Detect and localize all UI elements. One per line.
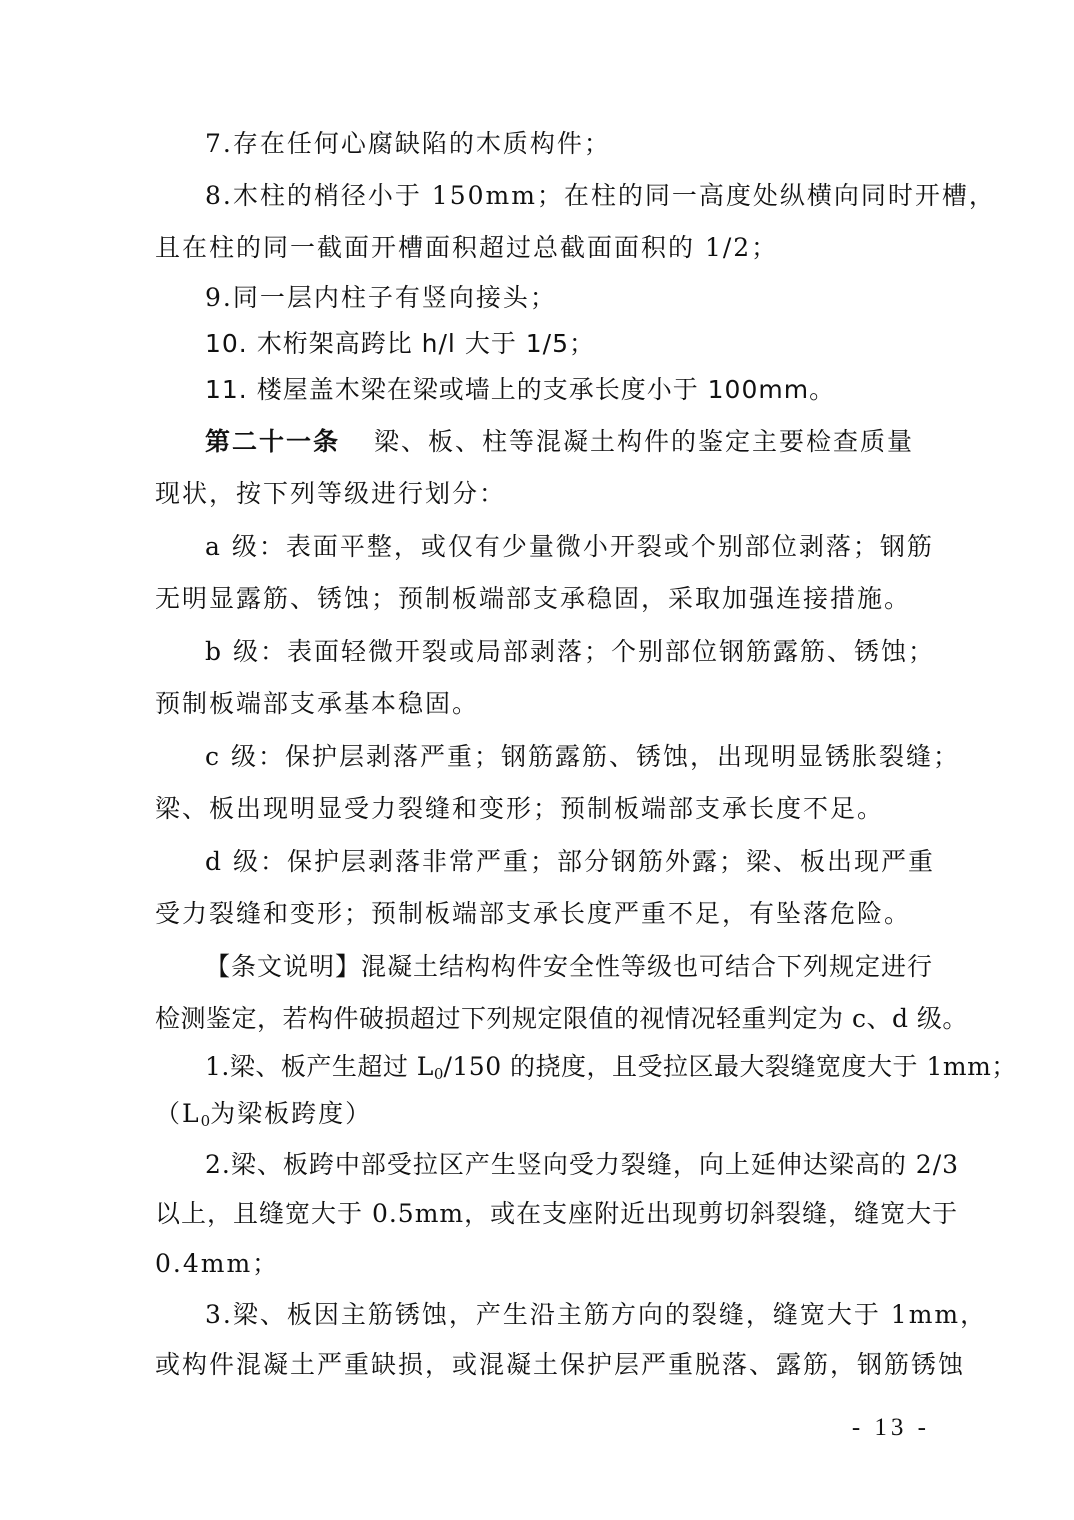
text-line: 现状，按下列等级进行划分： — [155, 479, 507, 508]
grade-line: b 级：表面轻微开裂或局部剥落；个别部位钢筋露筋、锈蚀； — [205, 637, 935, 666]
text-line: 且在柱的同一截面开槽面积超过总截面面积的 1/2； — [155, 233, 779, 262]
explanation-line: 检测鉴定，若构件破损超过下列规定限值的视情况轻重判定为 c、d 级。 — [155, 1004, 968, 1033]
grade-line: a 级：表面平整，或仅有少量微小开裂或个别部位剥落；钢筋 — [205, 532, 934, 561]
text-line: 10. 木桁架高跨比 h/l 大于 1/5； — [205, 329, 595, 358]
item-1-line: 1.梁、板产生超过 $L_0/150$ 的挠度，且受拉区最大裂缝宽度大于 1mm； — [205, 1052, 1017, 1083]
text-line: 8.木柱的梢径小于 150mm；在柱的同一高度处纵横向同时开槽， — [205, 181, 996, 210]
grade-line: 梁、板出现明显受力裂缝和变形；预制板端部支承长度不足。 — [155, 794, 885, 823]
item-2-line: 2.梁、板跨中部受拉区产生竖向受力裂缝，向上延伸达梁高的 2/3 — [205, 1150, 960, 1179]
article-number: 第二十一条 — [205, 427, 341, 456]
item-2-line: 0.4mm； — [155, 1249, 280, 1278]
grade-line: 无明显露筋、锈蚀；预制板端部支承稳固，采取加强连接措施。 — [155, 584, 912, 613]
grade-line: d 级：保护层剥落非常严重；部分钢筋外露；梁、板出现严重 — [205, 847, 935, 876]
item-1-line: （$L_0$为梁板跨度） — [155, 1099, 373, 1130]
grade-line: 预制板端部支承基本稳固。 — [155, 689, 480, 718]
item-3-line: 3.梁、板因主筋锈蚀，产生沿主筋方向的裂缝，缝宽大于 1mm， — [205, 1300, 988, 1329]
page-number: - 13 - — [851, 1414, 930, 1441]
text-line: 11. 楼屋盖木梁在梁或墙上的支承长度小于 100mm。 — [205, 375, 836, 404]
item-3-line: 或构件混凝土严重缺损，或混凝土保护层严重脱落、露筋，钢筋锈蚀 — [155, 1350, 966, 1379]
text-line: 7.存在任何心腐缺陷的木质构件； — [205, 129, 611, 158]
explanation-line: 【条文说明】混凝土结构构件安全性等级也可结合下列规定进行 — [205, 952, 934, 981]
text-line: 9.同一层内柱子有竖向接头； — [205, 283, 557, 312]
grade-line: c 级：保护层剥落严重；钢筋露筋、锈蚀，出现明显锈胀裂缝； — [205, 742, 960, 771]
item-2-line: 以上，且缝宽大于 0.5mm，或在支座附近出现剪切斜裂缝，缝宽大于 — [155, 1199, 959, 1228]
article-text: 梁、板、柱等混凝土构件的鉴定主要检查质量 — [374, 427, 915, 456]
grade-line: 受力裂缝和变形；预制板端部支承长度严重不足，有坠落危险。 — [155, 899, 912, 928]
article-first-line — [205, 425, 925, 459]
